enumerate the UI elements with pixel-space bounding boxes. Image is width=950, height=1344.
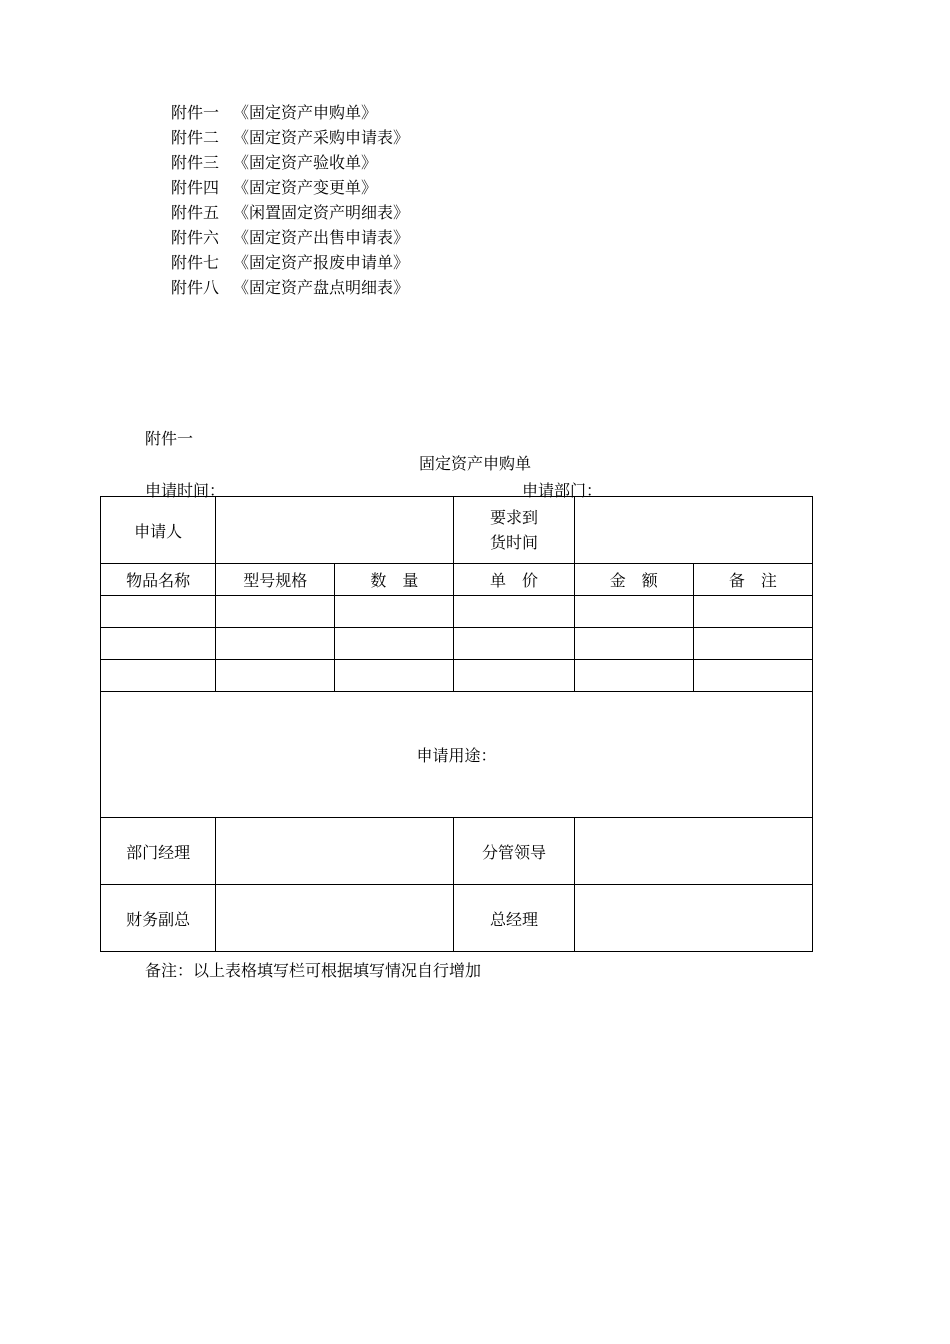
general-manager-label: 总经理 xyxy=(454,885,574,952)
division-leader-label: 分管领导 xyxy=(454,818,574,885)
attachment-list-item: 附件三 《固定资产验收单》 xyxy=(171,153,378,172)
table-cell[interactable] xyxy=(216,596,335,628)
table-cell[interactable] xyxy=(454,660,574,692)
table-cell[interactable] xyxy=(101,628,216,660)
purchase-request-table xyxy=(100,496,813,952)
table-cell[interactable] xyxy=(454,628,574,660)
apply-time-label: 申请时间： xyxy=(145,481,226,500)
attachment-list-item: 附件八 《固定资产盘点明细表》 xyxy=(171,278,410,297)
table-cell[interactable] xyxy=(693,660,812,692)
table-cell[interactable] xyxy=(216,628,335,660)
header-amount: 金 额 xyxy=(574,564,693,596)
table-cell[interactable] xyxy=(101,596,216,628)
header-model-spec: 型号规格 xyxy=(216,564,335,596)
footnote: 备注：以上表格填写栏可根据填写情况自行增加 xyxy=(145,961,482,980)
table-cell[interactable] xyxy=(574,660,693,692)
dept-manager-label: 部门经理 xyxy=(101,818,216,885)
table-cell[interactable] xyxy=(693,628,812,660)
attachment-list-item: 附件六 《固定资产出售申请表》 xyxy=(171,228,410,247)
delivery-time-field[interactable] xyxy=(574,497,812,564)
dept-manager-field[interactable] xyxy=(216,818,454,885)
attachment-list-item: 附件二 《固定资产采购申请表》 xyxy=(171,128,410,147)
table-cell[interactable] xyxy=(335,660,454,692)
header-remarks: 备 注 xyxy=(693,564,812,596)
delivery-time-label: 要求到 货时间 xyxy=(454,497,574,564)
table-cell[interactable] xyxy=(335,628,454,660)
header-quantity: 数 量 xyxy=(335,564,454,596)
attachment-list xyxy=(171,100,409,300)
purpose-label: 申请用途： xyxy=(416,746,497,765)
table-cell[interactable] xyxy=(574,628,693,660)
table-row xyxy=(101,628,813,660)
table-cell[interactable] xyxy=(454,596,574,628)
purpose-field[interactable] xyxy=(101,692,813,818)
attachment-list-item: 附件五 《闲置固定资产明细表》 xyxy=(171,203,410,222)
apply-dept-label: 申请部门： xyxy=(522,481,603,500)
attachment-label: 附件一 xyxy=(145,429,194,448)
table-cell[interactable] xyxy=(101,660,216,692)
applicant-field[interactable] xyxy=(216,497,454,564)
header-item-name: 物品名称 xyxy=(101,564,216,596)
applicant-label: 申请人 xyxy=(101,497,216,564)
form-title: 固定资产申购单 xyxy=(418,454,531,473)
attachment-list-item: 附件七 《固定资产报废申请单》 xyxy=(171,253,410,272)
finance-vp-field[interactable] xyxy=(216,885,454,952)
table-row xyxy=(101,660,813,692)
general-manager-field[interactable] xyxy=(574,885,812,952)
division-leader-field[interactable] xyxy=(574,818,812,885)
table-cell[interactable] xyxy=(216,660,335,692)
table-cell[interactable] xyxy=(574,596,693,628)
header-unit-price: 单 价 xyxy=(454,564,574,596)
finance-vp-label: 财务副总 xyxy=(101,885,216,952)
table-row xyxy=(101,596,813,628)
attachment-list-item: 附件一 《固定资产申购单》 xyxy=(171,103,378,122)
table-cell[interactable] xyxy=(693,596,812,628)
attachment-list-item: 附件四 《固定资产变更单》 xyxy=(171,178,378,197)
table-cell[interactable] xyxy=(335,596,454,628)
